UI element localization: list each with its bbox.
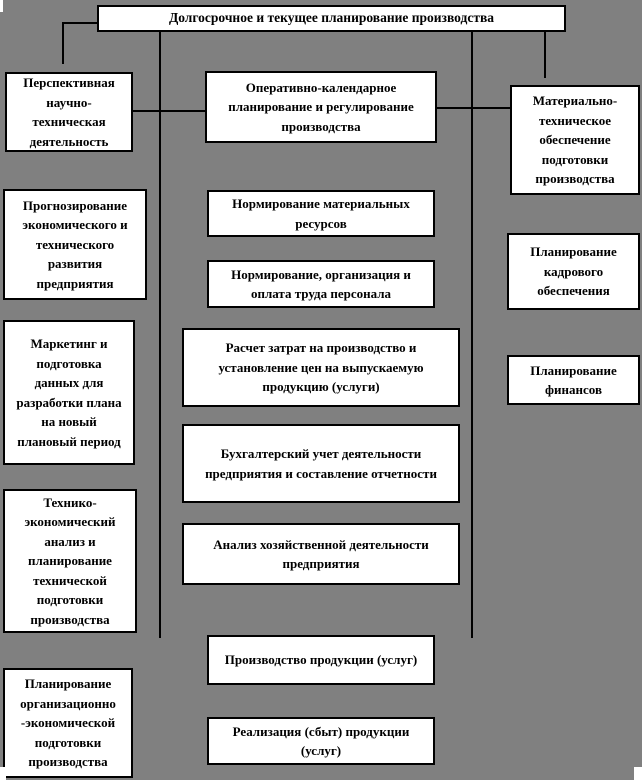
- node-organizational-economic-preparation-planning: Планирование организационно -экономической подготовки производства: [3, 668, 133, 778]
- connector-spine-left: [159, 30, 161, 638]
- node-personnel-planning: Планирование кадрового обеспечения: [507, 233, 640, 310]
- node-material-technical-supply: Материально-техническое обеспечение подготовки производства: [510, 85, 640, 195]
- node-marketing-data-preparation: Маркетинг и подготовка данных для разработки плана на новый плановый период: [3, 320, 135, 465]
- corner-notch-bottom-left: [0, 767, 6, 780]
- node-economic-activity-analysis: Анализ хозяйственной деятельности предприятия: [182, 523, 460, 585]
- connector-top-to-left-horizontal: [62, 22, 98, 24]
- node-finance-planning: Планирование финансов: [507, 355, 640, 405]
- connector-spine-right: [471, 30, 473, 638]
- node-long-term-current-planning: Долгосрочное и текущее планирование производства: [97, 5, 566, 32]
- node-accounting-reporting: Бухгалтерский учет деятельности предприятия и составление отчетности: [182, 424, 460, 503]
- connector-left1-to-middle1: [133, 110, 205, 112]
- node-technical-economic-analysis-planning: Технико-экономический анализ и планирование технической подготовки производства: [3, 489, 137, 633]
- node-cost-calculation-pricing: Расчет затрат на производство и установление цен на выпускаемую продукцию (услуги): [182, 328, 460, 407]
- node-sales-of-products: Реализация (сбыт) продукции (услуг): [207, 717, 435, 765]
- corner-notch-top-left: [0, 0, 3, 12]
- connector-top-to-left-vertical: [62, 22, 64, 64]
- node-forecasting-economic-technical-development: Прогнозирование экономического и технического развития предприятия: [3, 189, 147, 300]
- node-production-of-products: Производство продукции (услуг): [207, 635, 435, 685]
- corner-notch-bottom-right: [634, 767, 642, 780]
- connector-middle1-to-right1: [437, 107, 510, 109]
- node-perspective-scientific-technical-activity: Перспективная научно-техническая деятельность: [5, 72, 133, 152]
- node-material-resources-rationing: Нормирование материальных ресурсов: [207, 190, 435, 237]
- node-labor-organization-payment: Нормирование, организация и оплата труда персонала: [207, 260, 435, 308]
- node-operational-calendar-planning: Оперативно-календарное планирование и регулирование производства: [205, 71, 437, 143]
- connector-top-to-right-vertical: [544, 30, 546, 78]
